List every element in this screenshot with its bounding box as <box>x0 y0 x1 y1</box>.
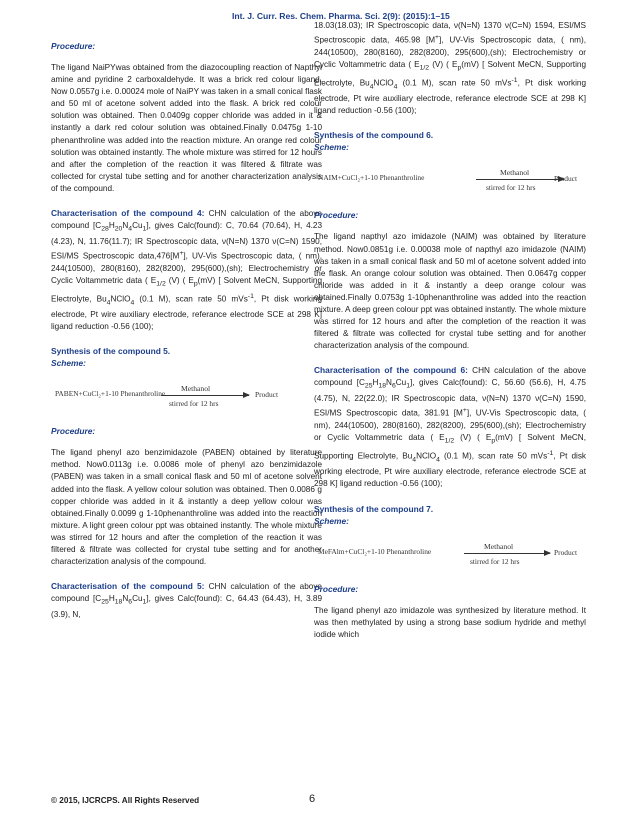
reaction-arrow-icon <box>464 553 550 554</box>
scheme-solvent: Methanol <box>500 168 530 178</box>
scheme-solvent: Methanol <box>181 384 211 394</box>
scheme-label: Scheme: <box>314 515 349 526</box>
characterisation-continued: 18.03(18.03); IR Spectroscopic data, ν(N=N) 1370 ν(C=N) 1594, ESI/MS Spectroscopic data, 465.98 [M+], UV-Vis Spectroscopic data, ( nm), 244(10500), 280(8160), 282(8200), 295(600),(sh); Electrochemistry or Cyclic Voltammetric data ( $E_{1/2}$ (V) ( $E_p(mV)$ [ Solvent MeCN, Supporting Electrolyte, $Bu_4NClO_4$ (0.1 M), scan rate 50 mVs$^{-1}$, Pt disk working electrode, Pt wire auxiliary electrode, referance electrode SCE at 298 K] ligand reduction -0.56 (100); <box>314 21 587 116</box>
scheme-label: Scheme: <box>314 142 349 153</box>
characterisation-paragraph: Characterisation of the compound 6: CHN calculation of the above compound $[C_{25}H_{18}N_6Cu_1]$, gives Calc(found): C, 56.60 (56.6), H, 4.75 (4.75), N, 22(22.0); IR Spectroscopic data, ν(N=N) 1370 ν(C=N) 1590, ESI/MS Spectroscopic data, 381.91 [M+], UV-Vis Spectroscopic data, ( nm), 244(10500), 280(8160), 282(8200), 295(600),(sh); Electrochemistry or Cyclic Voltammetric data ( $E_{1/2}$ (V) ( $E_p(mV)$ [ Solvent MeCN, Supporting Electrolyte, $Bu_4NClO_4$ (0.1 M), scan rate 50 mVs$^{-1}$, Pt disk working electrode, Pt wire auxiliary electrode, referance electrode SCE at 298 K] ligand reduction -0.56 (100); <box>314 365 587 489</box>
scheme-condition: stirred for 12 hrs <box>486 183 536 193</box>
scheme-condition: stirred for 12 hrs <box>169 399 219 409</box>
synthesis-heading: Synthesis of the compound 6. <box>314 130 434 141</box>
scheme-solvent: Methanol <box>484 541 514 551</box>
synthesis-heading: Synthesis of the compound 7. <box>314 503 434 514</box>
procedure-heading: Procedure: <box>314 210 359 221</box>
journal-header: Int. J. Curr. Res. Chem. Pharma. Sci. 2(9): (2015):1–15 <box>232 11 450 21</box>
characterisation-paragraph: Characterisation of the compound 4: CHN calculation of the above compound $[C_{28}H_{20}N_4Cu_1]$, gives Calc(found): C, 70.64 (70.64), H, 4.23 (4.23), N, 11.76(11.7); IR Spectroscopic data, ν(N=N) 1370 ν(C=N) 1590, ESI/MS Spectroscopic data,476[M+], UV-Vis Spectroscopic data, ( nm), 244(10500), 280(8160), 282(8200), 295(600),(sh); Electrochemistry or Cyclic Voltammetric data ( $E_{1/2}$ (V) ( $E_p(mV)$ [ Solvent MeCN, Supporting Electrolyte, $Bu_4NClO_4$ (0.1 M), scan rate 50 mVs$^{-1}$, Pt disk working electrode, Pt wire auxiliary electrode, referance electrode SCE at 298 K] ligand reduction -0.56 (100); <box>51 208 323 332</box>
procedure-paragraph: The ligand napthyl azo imidazole (NAIM) was obtained by literature method. Now0.0851g i.e. 0.00038 mole of napthyl azo imidazole (NAIM) was taken in a small conical flask and 50 ml of acetone solvent added into the flask. An orange colour solution was obtained. Then 0.0647g copper chloride was added in it & instantly a deep orange colour was obtained.Finally 0.0753g 1-10phenanthroline was added into the reaction mixture. A deep green colour ppt was obtained instantly. The whole mixture was stirred for 12 hours and after the completion of the reaction it was filtered & filtrate was collected for crystal tube setting and for another characterization analysis of the compound. <box>314 232 586 351</box>
scheme-reactants: MeFAlm+CuCl₂+1-10 Phenanthroline <box>318 546 432 556</box>
characterisation-paragraph: Characterisation of the compound 5: CHN calculation of the above compound $[C_{25}H_{18}N_6Cu_1]$, gives Calc(found): C, 64.43 (64.43), H, 3.89 (3.9), N, <box>51 581 323 620</box>
page-number: 6 <box>309 793 316 805</box>
procedure-heading: Procedure: <box>51 41 96 51</box>
right-column <box>314 20 586 645</box>
synthesis-heading: Synthesis of the compound 5. <box>51 346 171 357</box>
reaction-scheme <box>51 375 322 417</box>
scheme-condition: stirred for 12 hrs <box>470 556 520 566</box>
procedure-heading: Procedure: <box>51 426 96 437</box>
scheme-product: Product <box>554 547 577 557</box>
reaction-arrow-icon <box>476 179 564 180</box>
characterisation-heading: Characterisation of the compound 6: <box>314 365 468 376</box>
scheme-reactants: PABEN+CuCl₂+1-10 Phenanthroline <box>55 389 166 399</box>
procedure-paragraph: The ligand phenyl azo imidazole was synthesized by literature method. It was then methylated by using a strong base sodium hydride and methyl iodide which <box>314 605 586 639</box>
copyright-notice: © 2015, IJCRCPS. All Rights Reserved <box>51 796 200 805</box>
procedure-paragraph: The ligand phenyl azo benzimidazole (PABEN) obtained by literature method. Now0.0113g i.e. 0.0086 mole of phenyl azo benzimidazole (PABEN) was taken in a small conical flask and 50 ml of acetone solvent added into the flask. A yellow colour solution was obtained. Then 0.0086 g copper chloride was added in it & instantly a deep yellow colour was obtained.Finally 0.0099 g 1-10phenanthroline was added into the reaction mixture. A light green colour ppt was obtained instantly. The whole mixture was stirred for 12 hours and after the completion of the reaction it was filtered & filtrate was collected for crystal tube setting and for another characterization analysis of the compound. <box>51 448 322 567</box>
scheme-label: Scheme: <box>51 358 86 369</box>
reaction-scheme <box>314 533 586 575</box>
scheme-product: Product <box>554 174 577 184</box>
scheme-reactants: NAIM+CuCl₂+1-10 Phenanthroline <box>318 173 425 183</box>
procedure-paragraph: The ligand NaiPYwas obtained from the diazocoupling reaction of Napthyl amine and pyridine 2 carboxaldehyde. It was a brick red colour ligand. Now 0.0557g i.e. 0.00024 mole of NaiPY was taken in a small conical flask and 50 ml of acetone solvent added into the flask. A brick red colour solution was obtained. Then 0.0409g copper chloride was added in it & instantly a dark red colour solution was obtained.Finally 0.0475g 1-10 phenanthroline was added into the reaction mixture. An orange red colour solution was obtained instantly. The whole mixture was stirred for 12 hours and after the completion of the reaction it was filtered & filtrate was collected for crystal tube setting and for another characterization analysis of the compound. <box>51 63 322 193</box>
scheme-product: Product <box>255 390 278 400</box>
characterisation-heading: Characterisation of the compound 5: <box>51 581 205 592</box>
procedure-heading: Procedure: <box>314 583 359 594</box>
characterisation-heading: Characterisation of the compound 4: <box>51 208 205 219</box>
reaction-scheme <box>314 159 586 201</box>
left-column <box>51 40 322 633</box>
reaction-arrow-icon <box>161 395 249 396</box>
